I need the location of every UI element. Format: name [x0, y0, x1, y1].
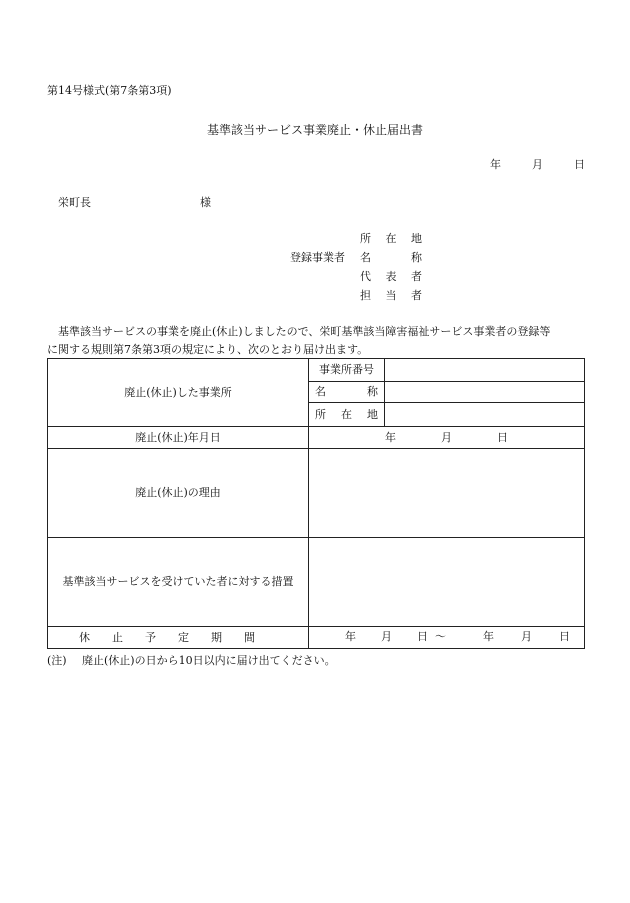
facility-address-value[interactable] [385, 403, 585, 427]
body-text-line2: に関する規則第7条第3項の規定により、次のとおり届け出ます。 [47, 343, 369, 356]
note-text: 廃止(休止)の日から10日以内に届け出てください。 [82, 654, 336, 667]
registrant-field-contact: 担当者 [360, 289, 422, 302]
reason-label: 廃止(休止)の理由 [48, 449, 309, 538]
date-label: 廃止(休止)年月日 [48, 427, 309, 449]
period-start-year: 年 [345, 630, 356, 643]
period-value[interactable] [309, 627, 585, 649]
period-end-month: 月 [521, 630, 532, 643]
date-month: 月 [532, 158, 543, 171]
facility-name-value[interactable] [385, 382, 585, 403]
note-mark: (注) [47, 654, 67, 667]
facility-number-label: 事業所番号 [309, 359, 385, 382]
addressee-honorific: 様 [200, 196, 211, 209]
reason-value[interactable] [309, 449, 585, 538]
registrant-field-name: 名称 [360, 251, 422, 264]
period-start-month: 月 [381, 630, 392, 643]
facility-label: 廃止(休止)した事業所 [48, 359, 309, 427]
page-title: 基準該当サービス事業廃止・休止届出書 [206, 123, 423, 137]
form-number: 第14号様式(第7条第3項) [47, 84, 172, 97]
measures-label: 基準該当サービスを受けていた者に対する措置 [48, 538, 309, 627]
date-value[interactable] [309, 427, 585, 449]
addressee-name: 栄町長 [58, 196, 91, 209]
period-end-day: 日 [559, 630, 570, 643]
registrant-field-representative: 代表者 [360, 270, 422, 283]
date-value-day: 日 [497, 430, 508, 444]
facility-name-label: 名称 [309, 382, 385, 403]
date-value-month: 月 [441, 430, 452, 444]
period-tilde: ～ [435, 630, 446, 643]
facility-address-label: 所在地 [309, 403, 385, 427]
date-year: 年 [490, 158, 501, 171]
notification-table [47, 358, 585, 649]
facility-number-value[interactable] [385, 359, 585, 382]
date-value-year: 年 [385, 430, 396, 444]
registrant-label: 登録事業者 [290, 251, 345, 264]
period-end-year: 年 [483, 630, 494, 643]
measures-value[interactable] [309, 538, 585, 627]
registrant-field-address: 所在地 [360, 232, 422, 245]
period-label: 休止予定期間 [48, 627, 309, 649]
date-line [490, 156, 585, 172]
period-start-day: 日 [417, 630, 428, 643]
date-day: 日 [574, 158, 585, 171]
body-text-line1: 基準該当サービスの事業を廃止(休止)しましたので、栄町基準該当障害福祉サービス事業者の登録等 [58, 325, 551, 338]
